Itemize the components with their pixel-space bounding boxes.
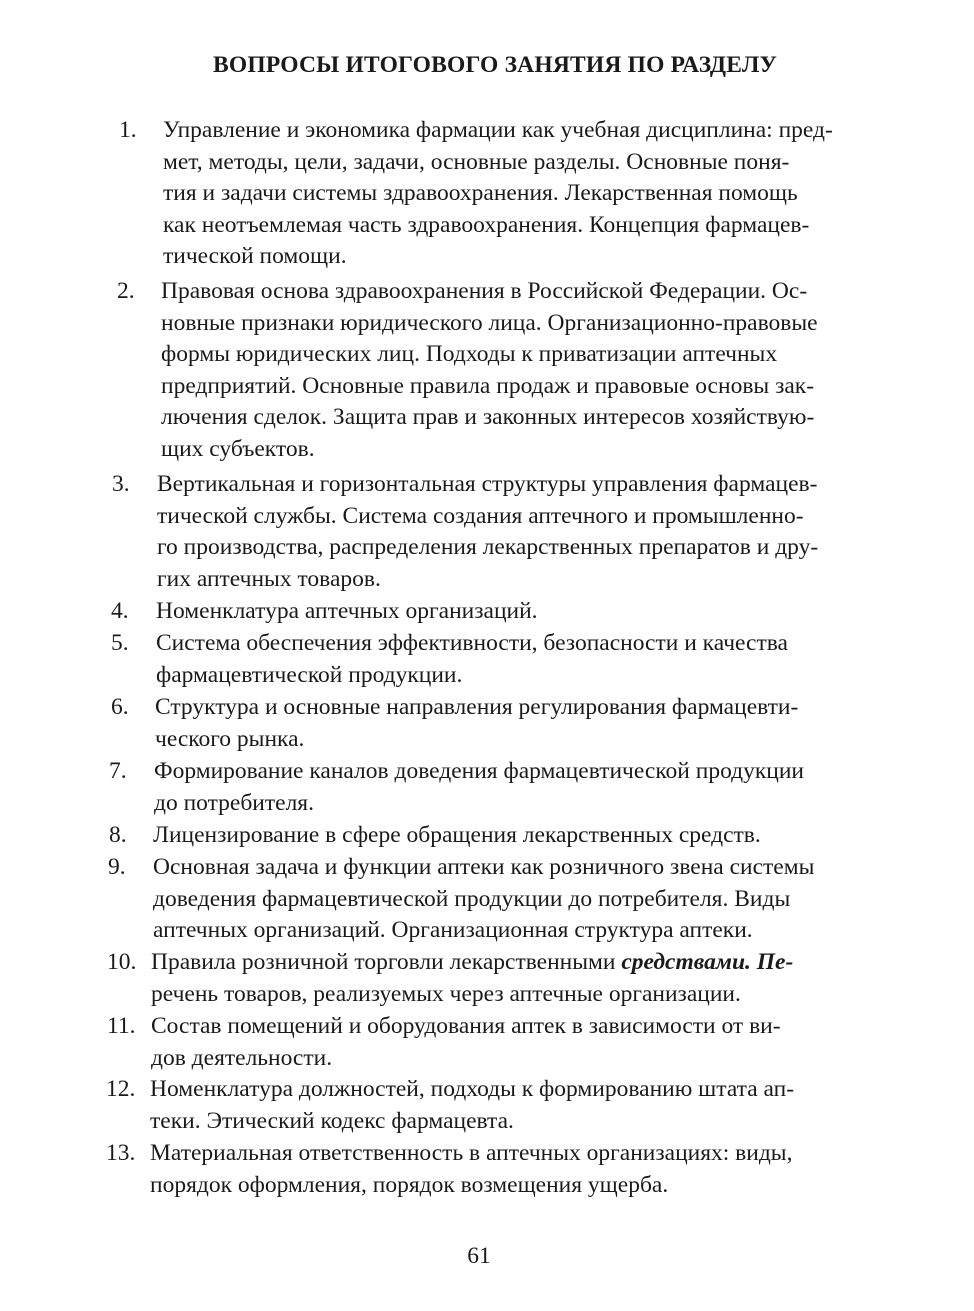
question-text: Управление и экономика фармации как учебная дисциплина: пред- мет, методы, цели, задачи, основные разделы. Основные поня- тия и задачи системы здравоохранения. Лекарственная помощь как неотъемлемая часть здравоохранения. Концепция фармацев- тической помощи. [163,117,833,269]
question-text: Номенклатура аптечных организаций. [156,598,538,624]
question-number: 4. [111,598,129,624]
question-text: Состав помещений и оборудования аптек в зависимости от ви- дов деятельности. [151,1013,781,1071]
question-text: Номенклатура должностей, подходы к формированию штата ап- теки. Этический кодекс фармацевта. [150,1076,795,1134]
question-text: Система обеспечения эффективности, безопасности и качества фармацевтической продукции. [156,630,788,688]
question-number: 3. [112,471,130,497]
question-number: 9. [108,854,126,880]
question-text: Правовая основа здравоохранения в Российской Федерации. Ос- новные признаки юридического лица. Организационно-правовые формы юридических лиц. Подходы к приватизации аптечных предприятий. Основные правила продаж и правовые основы зак- лючения сделок. Защита прав и законных интересов хозяйствую- щих субъектов. [161,278,818,462]
question-number: 2. [117,278,135,304]
question-number: 8. [109,822,127,848]
question-text: Вертикальная и горизонтальная структуры управления фармацев- тической службы. Система создания аптечного и промышленно- го производства, распределения лекарственных препаратов и дру- гих аптечных товаров. [157,471,819,592]
question-text: Правила розничной торговли лекарственными средствами. Пе- речень товаров, реализуемых через аптечные организации. [151,949,794,1007]
question-number: 7. [109,758,127,784]
emphasized-text: средствами. Пе- [621,949,794,975]
question-number: 10. [107,949,137,975]
question-number: 12. [106,1076,136,1102]
question-text: Основная задача и функции аптеки как розничного звена системы доведения фармацевтической продукции до потребителя. Виды аптечных организаций. Организационная структура аптеки. [153,854,815,943]
question-number: 1. [119,117,137,143]
section-title: ВОПРОСЫ ИТОГОВОГО ЗАНЯТИЯ ПО РАЗДЕЛУ [212,52,778,78]
question-number: 13. [106,1140,136,1166]
question-number: 6. [111,694,129,720]
question-number: 11. [107,1013,136,1039]
page-number: 61 [467,1243,491,1269]
question-number: 5. [111,630,129,656]
question-text: Структура и основные направления регулирования фармацевти- ческого рынка. [155,694,799,752]
question-text: Материальная ответственность в аптечных организациях: виды, порядок оформления, порядок возмещения ущерба. [150,1140,793,1198]
question-text: Лицензирование в сфере обращения лекарственных средств. [153,822,761,848]
question-text: Формирование каналов доведения фармацевтической продукции до потребителя. [154,758,804,816]
